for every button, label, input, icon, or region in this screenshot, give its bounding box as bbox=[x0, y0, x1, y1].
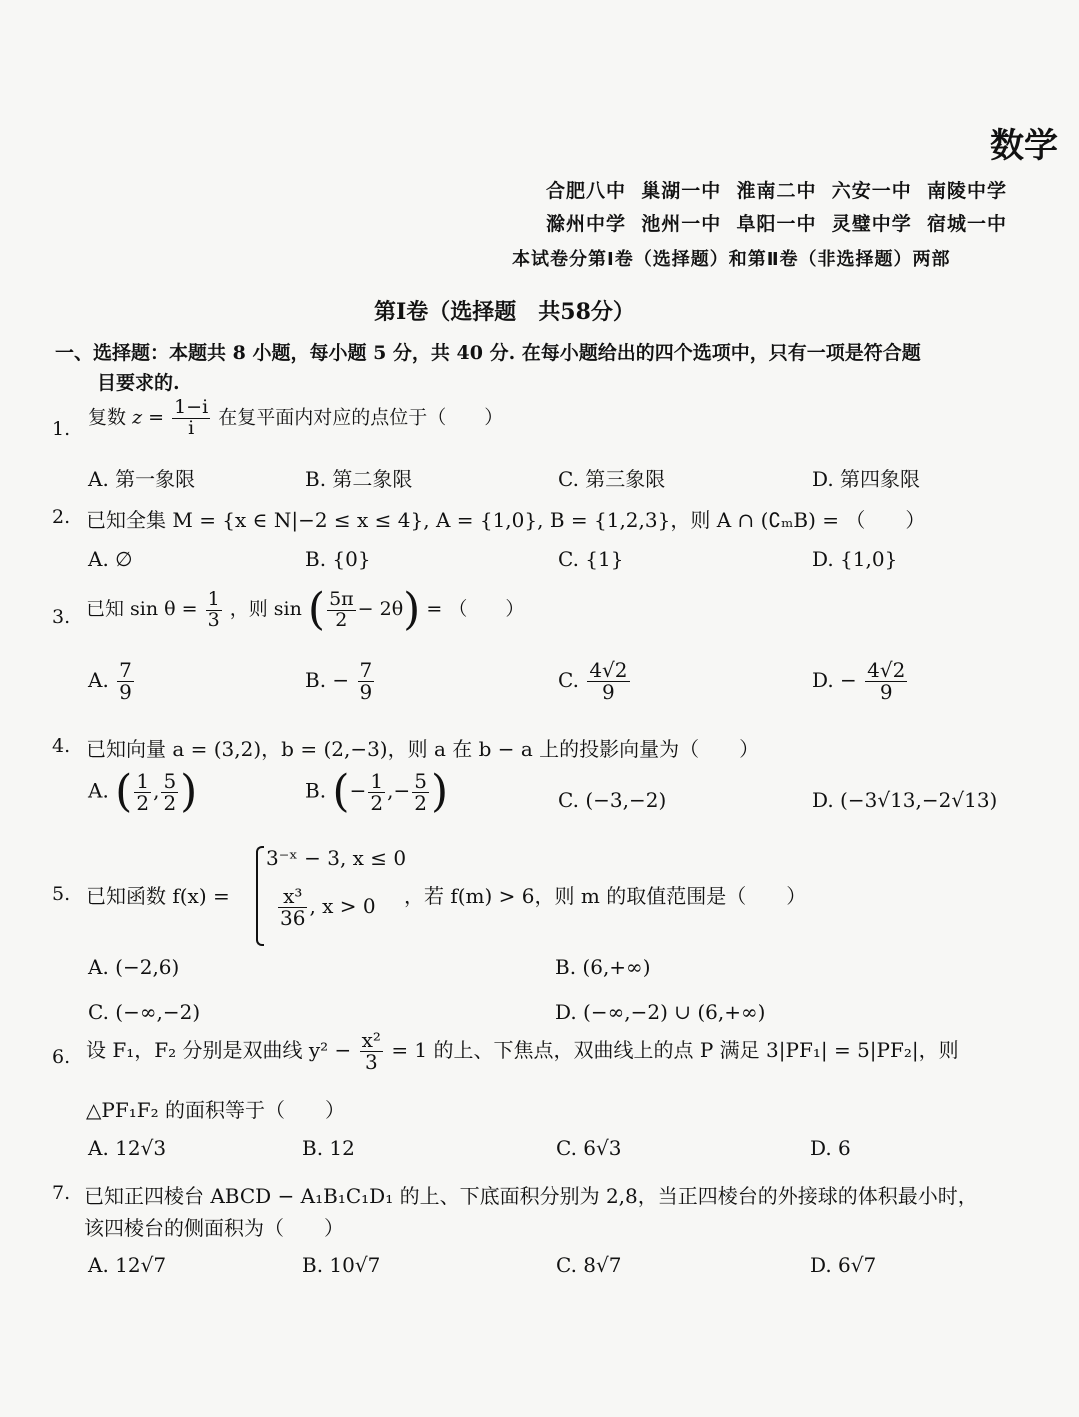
question-4-stem: 已知向量 a = (3,2)，b = (2,−3)，则 a 在 b − a 上的投影向量为（ ） bbox=[86, 737, 760, 761]
option-sign: − bbox=[349, 778, 367, 803]
paren-open: ( bbox=[332, 766, 350, 817]
option-b: B. (6,+∞) bbox=[555, 955, 651, 979]
option-b: B. 10√7 bbox=[302, 1253, 381, 1277]
stem-text: = （ ） bbox=[426, 598, 525, 620]
denominator: 2 bbox=[370, 790, 384, 815]
option-label: D. bbox=[812, 668, 834, 692]
fraction bbox=[161, 768, 178, 815]
piecewise-case-1: 3⁻ˣ − 3, x ≤ 0 bbox=[266, 846, 407, 870]
question-number: 3. bbox=[52, 606, 71, 628]
numerator: 5π bbox=[329, 587, 354, 610]
option-b: B. 12 bbox=[302, 1136, 355, 1160]
piecewise-brace bbox=[256, 846, 264, 946]
numerator: 5 bbox=[163, 768, 177, 793]
option-sign: − bbox=[840, 668, 857, 692]
question-number: 7. bbox=[52, 1182, 71, 1204]
denominator: 2 bbox=[163, 790, 177, 815]
option-c bbox=[558, 788, 666, 812]
math-op: = bbox=[148, 406, 165, 429]
option-a: A. 12√7 bbox=[88, 1253, 167, 1277]
option-c: C. 第三象限 bbox=[558, 467, 666, 491]
question-7-stem: 已知正四棱台 ABCD − A₁B₁C₁D₁ 的上、下底面积分别为 2,8，当正四棱台的外接球的体积最小时， bbox=[84, 1184, 978, 1208]
denominator: 36 bbox=[280, 906, 306, 930]
question-7-stem-cont: 该四棱台的侧面积为（ ） bbox=[84, 1216, 344, 1240]
school-name: 六安一中 bbox=[831, 180, 912, 202]
school-name: 滁州中学 bbox=[546, 213, 627, 235]
option-label: A. bbox=[88, 778, 109, 803]
schools-row-2 bbox=[546, 209, 1007, 236]
fraction bbox=[412, 768, 429, 815]
question-number: 1. bbox=[52, 418, 71, 440]
fraction bbox=[278, 886, 307, 929]
option-a: A. 12√3 bbox=[88, 1136, 167, 1160]
denominator: 3 bbox=[207, 608, 220, 631]
option-a: A. ∅ bbox=[88, 547, 133, 571]
question-number: 2. bbox=[52, 506, 71, 528]
piecewise-case-2 bbox=[276, 886, 376, 929]
paren-open: ( bbox=[115, 766, 133, 817]
option-d bbox=[812, 660, 909, 703]
option-a: A. (−2,6) bbox=[88, 955, 180, 979]
option-label: B. bbox=[305, 778, 327, 803]
fraction bbox=[360, 1030, 383, 1073]
option-c: C. 8√7 bbox=[556, 1253, 622, 1277]
question-number: 4. bbox=[52, 735, 71, 757]
stem-text: 设 F₁，F₂ 分别是双曲线 y² − bbox=[86, 1038, 352, 1062]
exam-intro: 本试卷分第Ⅰ卷（选择题）和第Ⅱ卷（非选择题）两部 bbox=[512, 249, 951, 270]
denominator: 2 bbox=[136, 790, 150, 815]
option-sign: − bbox=[393, 778, 411, 803]
schools-row-1 bbox=[546, 176, 1007, 203]
fraction bbox=[327, 587, 356, 631]
paren-close: ) bbox=[180, 766, 198, 817]
numerator: 1 bbox=[207, 587, 220, 610]
denominator: 9 bbox=[359, 680, 373, 704]
option-d: D. 第四象限 bbox=[812, 467, 921, 491]
denominator: 9 bbox=[602, 680, 615, 704]
question-number: 6. bbox=[52, 1046, 71, 1068]
school-name: 灵璧中学 bbox=[831, 213, 912, 235]
paren-close: ) bbox=[430, 766, 449, 817]
case-condition: , x > 0 bbox=[309, 894, 376, 918]
stem-text: 复数 bbox=[88, 406, 127, 429]
fraction bbox=[172, 398, 210, 439]
option-d: D. {1,0} bbox=[812, 547, 898, 571]
denominator: 3 bbox=[364, 1050, 378, 1074]
paren-close: ) bbox=[403, 584, 421, 635]
school-name: 淮南二中 bbox=[736, 180, 817, 202]
exam-title: 数学 bbox=[990, 126, 1058, 166]
stem-text: 在复平面内对应的点位于（ ） bbox=[218, 406, 504, 429]
fraction bbox=[587, 660, 629, 703]
option-d: D. 6√7 bbox=[810, 1253, 877, 1277]
denominator: 2 bbox=[414, 790, 427, 815]
fraction bbox=[206, 587, 222, 631]
question-6-stem bbox=[86, 1030, 959, 1073]
numerator: 4√2 bbox=[589, 658, 628, 682]
question-5-stem-lead: 已知函数 f(x) = bbox=[86, 884, 230, 908]
option-d: D. (−∞,−2) ∪ (6,+∞) bbox=[555, 1000, 766, 1024]
option-a bbox=[88, 660, 136, 703]
math-var: z bbox=[132, 406, 143, 429]
stem-text: − 2θ bbox=[357, 598, 404, 620]
fraction bbox=[117, 660, 134, 703]
school-name: 阜阳一中 bbox=[736, 213, 817, 235]
numerator: 4√2 bbox=[867, 658, 906, 682]
option-b bbox=[305, 660, 376, 703]
option-b: B. 第二象限 bbox=[305, 467, 413, 491]
option-d bbox=[812, 788, 997, 812]
option-label: C. bbox=[558, 788, 579, 812]
numerator: x² bbox=[361, 1028, 381, 1052]
section-heading: 第Ⅰ卷（选择题 共58分） bbox=[374, 299, 635, 325]
fraction bbox=[358, 660, 375, 703]
option-label: C. bbox=[558, 668, 579, 692]
question-5-stem-tail: ，若 f(m) > 6，则 m 的取值范围是（ ） bbox=[404, 884, 807, 908]
question-number: 5. bbox=[52, 883, 71, 905]
stem-text: 已知 sin θ = bbox=[86, 598, 198, 620]
school-name: 南陵中学 bbox=[927, 180, 1008, 202]
numerator: x³ bbox=[278, 886, 307, 908]
option-a: A. ( $\frac{1}{2}$ , $\frac{5}{2}$ ) bbox=[88, 766, 198, 817]
option-c: C. (−∞,−2) bbox=[88, 1000, 201, 1024]
section-instruction-cont: 目要求的. bbox=[97, 372, 180, 394]
stem-text: = 1 的上、下焦点，双曲线上的点 P 满足 3|PF₁| = 5|PF₂|，则 bbox=[391, 1038, 959, 1062]
question-6-stem-cont: △PF₁F₂ 的面积等于（ ） bbox=[86, 1098, 345, 1122]
option-value: (−3√13,−2√13) bbox=[840, 788, 998, 812]
numerator: 7 bbox=[359, 658, 373, 682]
option-sign: − bbox=[332, 668, 350, 692]
option-c: C. 6√3 bbox=[556, 1136, 622, 1160]
option-label: D. bbox=[812, 788, 834, 812]
fraction bbox=[134, 768, 151, 815]
stem-text: ，则 sin bbox=[229, 598, 302, 620]
option-c bbox=[558, 660, 632, 703]
fraction bbox=[865, 660, 907, 703]
numerator: 7 bbox=[119, 658, 132, 682]
question-1-stem bbox=[88, 398, 503, 439]
numerator: 1 bbox=[136, 768, 150, 793]
option-c: C. {1} bbox=[558, 547, 624, 571]
option-b: B. (− $\frac{1}{2}$ ,− $\frac{5}{2}$ ) bbox=[305, 766, 449, 817]
school-name: 宿城一中 bbox=[927, 213, 1008, 235]
question-3-stem bbox=[86, 584, 525, 635]
option-d: D. 6 bbox=[810, 1136, 851, 1160]
school-name: 池州一中 bbox=[641, 213, 722, 235]
option-label: B. bbox=[305, 668, 327, 692]
numerator: 5 bbox=[414, 768, 427, 793]
denominator: i bbox=[188, 416, 195, 439]
denominator: 9 bbox=[119, 680, 132, 704]
fraction bbox=[368, 768, 385, 815]
school-name: 巢湖一中 bbox=[641, 180, 722, 202]
numerator: 1−i bbox=[174, 396, 209, 418]
denominator: 2 bbox=[335, 608, 348, 631]
option-b: B. {0} bbox=[305, 547, 371, 571]
paren-open: ( bbox=[307, 584, 326, 635]
question-2-stem: 已知全集 M = {x ∈ N|−2 ≤ x ≤ 4}, A = {1,0}, B = {1,2,3}，则 A ∩ (∁ₘB) = （ ） bbox=[86, 508, 926, 532]
school-name: 合肥八中 bbox=[546, 180, 627, 202]
denominator: 9 bbox=[879, 680, 893, 704]
section-instruction: 一、选择题：本题共 8 小题，每小题 5 分，共 40 分. 在每小题给出的四个选项中，只有一项是符合题 bbox=[55, 342, 921, 364]
option-label: A. bbox=[88, 668, 109, 692]
option-a: A. 第一象限 bbox=[88, 467, 196, 491]
numerator: 1 bbox=[370, 768, 384, 793]
option-value: (−3,−2) bbox=[585, 788, 667, 812]
